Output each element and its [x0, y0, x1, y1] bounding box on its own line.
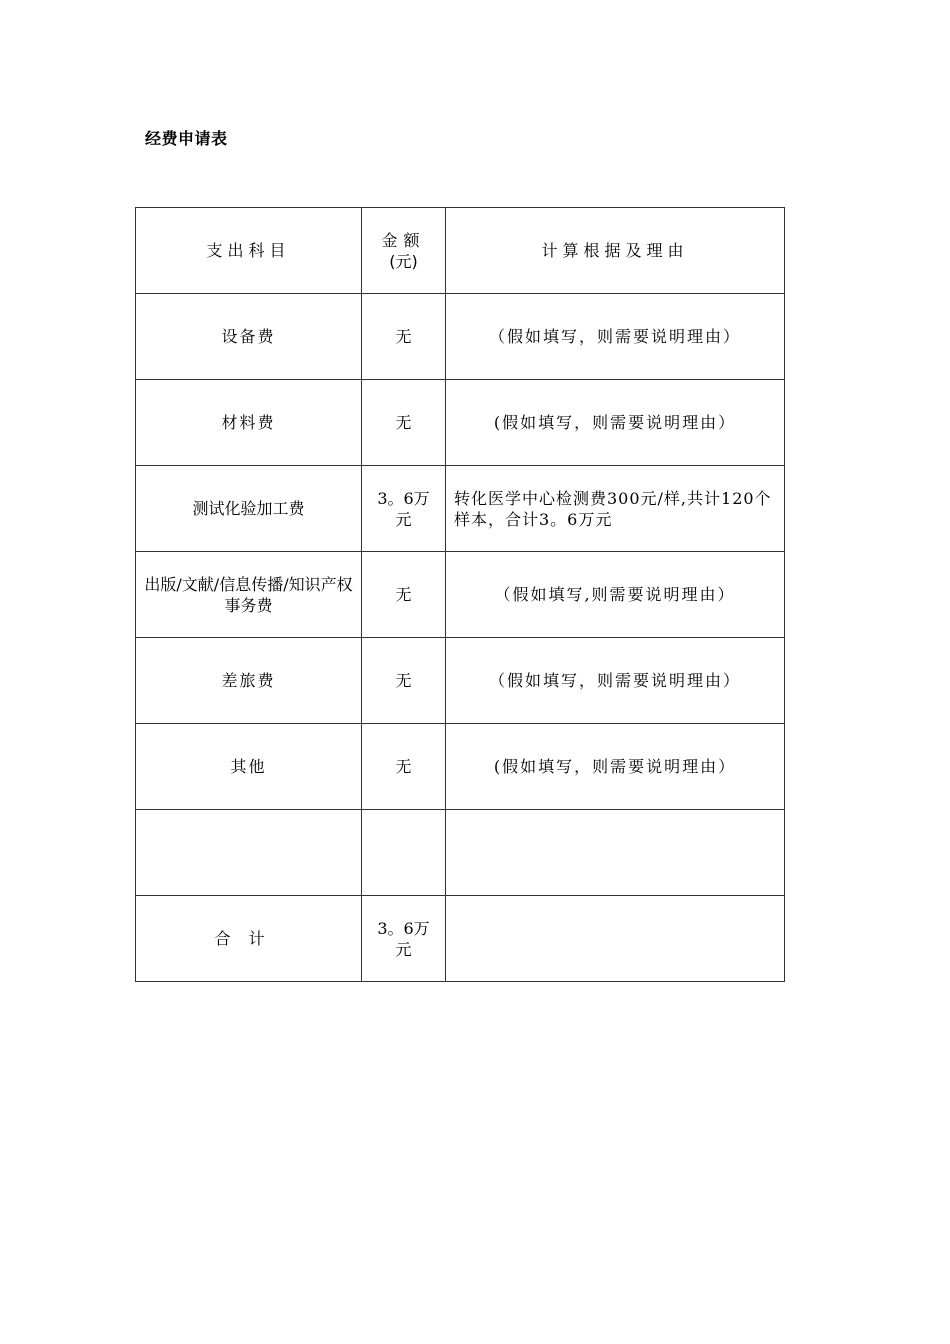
row-amount: 3。6万元 — [362, 466, 446, 552]
row-basis: (假如填写，则需要说明理由） — [446, 724, 785, 810]
table-row — [136, 552, 785, 638]
table-row-empty — [136, 810, 785, 896]
row-item: 设备费 — [136, 294, 362, 380]
total-basis — [446, 896, 785, 982]
header-amount-unit: (元) — [389, 251, 418, 271]
row-item: 材料费 — [136, 380, 362, 466]
row-item: 其他 — [136, 724, 362, 810]
row-amount: 无 — [362, 724, 446, 810]
budget-table — [135, 207, 785, 982]
table-row — [136, 380, 785, 466]
row-item: 测试化验加工费 — [136, 466, 362, 552]
row-amount: 无 — [362, 294, 446, 380]
row-item: 差旅费 — [136, 638, 362, 724]
total-amount: 3。6万元 — [362, 896, 446, 982]
row-amount: 无 — [362, 638, 446, 724]
row-basis: （假如填写，则需要说明理由） — [446, 638, 785, 724]
row-amount: 无 — [362, 552, 446, 638]
page-title: 经费申请表 — [145, 129, 228, 148]
header-amount — [362, 208, 446, 294]
table-header-row — [136, 208, 785, 294]
row-basis: （假如填写，则需要说明理由） — [446, 294, 785, 380]
table-total-row — [136, 896, 785, 982]
table-row — [136, 638, 785, 724]
row-item — [136, 810, 362, 896]
table-row — [136, 466, 785, 552]
table-row — [136, 294, 785, 380]
header-amount-label: 金额 — [381, 230, 426, 250]
header-item: 支出科目 — [136, 208, 362, 294]
row-amount — [362, 810, 446, 896]
row-amount: 无 — [362, 380, 446, 466]
row-basis — [446, 810, 785, 896]
header-basis: 计算根据及理由 — [446, 208, 785, 294]
table-row — [136, 724, 785, 810]
total-label: 合计 — [136, 896, 362, 982]
row-basis: (假如填写，则需要说明理由） — [446, 380, 785, 466]
row-basis: 转化医学中心检测费300元/样,共计120个样本，合计3。6万元 — [446, 466, 785, 552]
row-basis: （假如填写,则需要说明理由） — [446, 552, 785, 638]
row-item: 出版/文献/信息传播/知识产权事务费 — [136, 552, 362, 638]
